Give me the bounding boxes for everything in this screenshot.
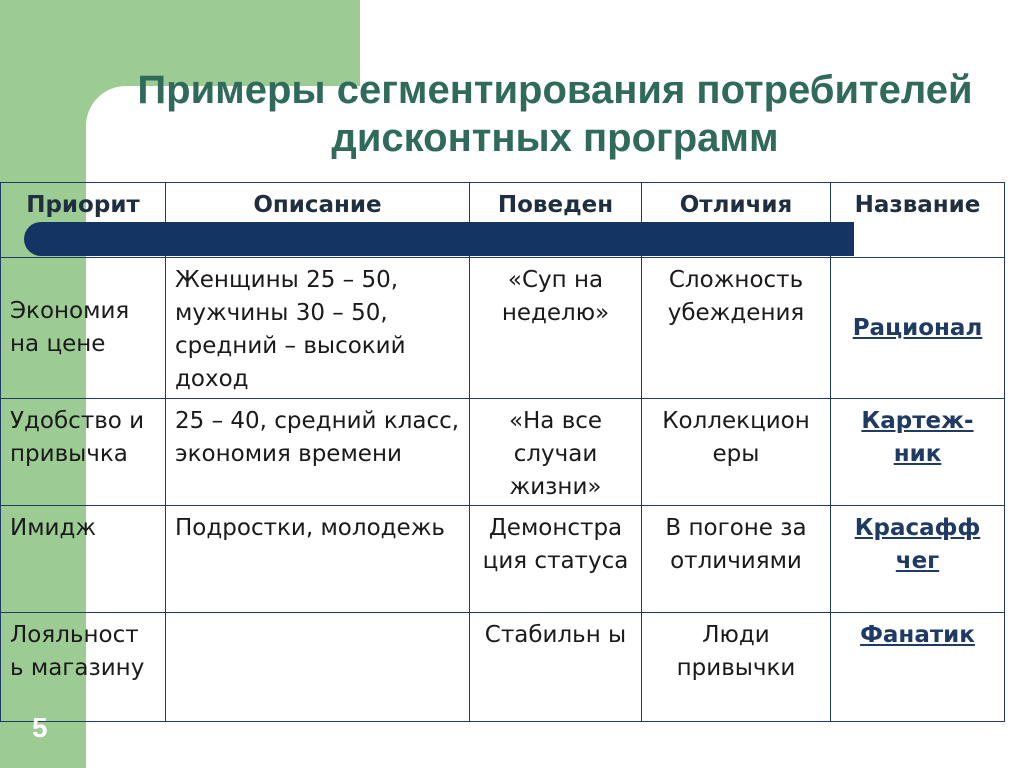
header-difference: Отличия: [641, 182, 831, 258]
row4-name-cell: [830, 612, 1005, 722]
row1-difference: Сложность убеждения: [641, 257, 831, 399]
header-description: Описание: [165, 182, 470, 258]
row3-name-link[interactable]: Красафф чег: [854, 515, 981, 574]
header-behavior: Поведен: [469, 182, 642, 258]
page-number: 5: [32, 712, 48, 743]
row3-difference: В погоне за отличиями: [641, 505, 831, 613]
row3-description: Подростки, молодежь: [165, 505, 470, 613]
decorative-navy-bar: [24, 222, 854, 256]
row4-name-link[interactable]: Фанатик: [860, 622, 975, 648]
segmentation-table: [0, 182, 1005, 722]
row1-behavior: «Суп на неделю»: [469, 257, 642, 399]
row1-name-link[interactable]: Рационал: [852, 314, 983, 341]
header-name: Название: [830, 182, 1005, 258]
row2-name-cell: [830, 398, 1005, 506]
row3-name-cell: [830, 505, 1005, 613]
row4-description: [165, 612, 470, 722]
slide-title: Примеры сегментирования потребителей дисконтных программ: [137, 68, 973, 160]
row2-priority: Удобство и привычка: [0, 398, 166, 506]
row2-description: 25 – 40, средний класс, экономия времени: [165, 398, 470, 506]
row1-priority: Экономия на цене: [0, 257, 166, 399]
row2-behavior: «На все случаи жизни»: [469, 398, 642, 506]
row3-priority: Имидж: [0, 505, 166, 613]
header-priority: Приорит: [0, 182, 166, 258]
row1-description: Женщины 25 – 50, мужчины 30 – 50, средний – высокий доход: [165, 257, 470, 399]
row4-difference: Люди привычки: [641, 612, 831, 722]
row4-behavior: Стабильн ы: [469, 612, 642, 722]
row2-name-link[interactable]: Картеж-ник: [861, 408, 974, 467]
row2-difference: Коллекцион еры: [641, 398, 831, 506]
row1-name-cell: [830, 257, 1005, 399]
row3-behavior: Демонстра ция статуса: [469, 505, 642, 613]
row4-priority: Лояльност ь магазину: [0, 612, 166, 722]
